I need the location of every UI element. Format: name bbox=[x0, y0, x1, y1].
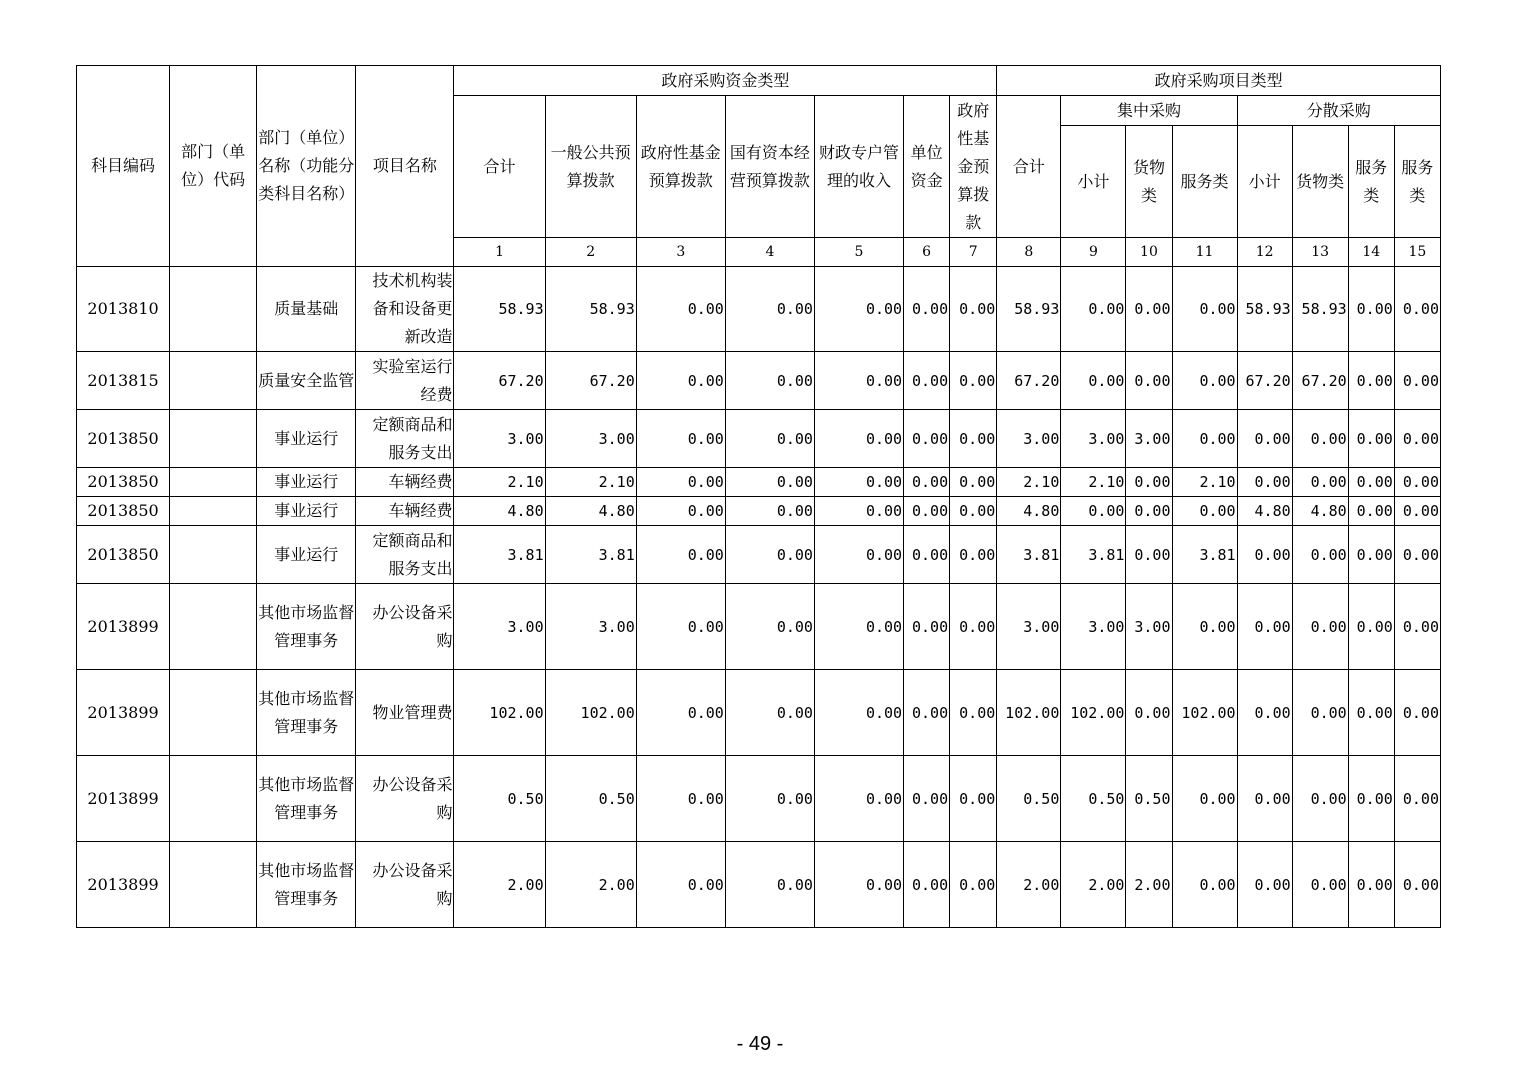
value-cell: 0.00 bbox=[814, 352, 903, 410]
value-cell: 2.10 bbox=[997, 468, 1061, 497]
value-cell: 0.00 bbox=[1237, 584, 1292, 670]
dept-code-cell bbox=[170, 410, 257, 468]
table-header bbox=[77, 66, 1441, 267]
value-cell: 0.00 bbox=[950, 468, 997, 497]
value-cell: 0.00 bbox=[1394, 267, 1440, 352]
table-body bbox=[77, 267, 1441, 928]
header-subject-code: 科目编码 bbox=[77, 66, 170, 267]
column-number: 14 bbox=[1348, 238, 1394, 267]
subject-code-cell: 2013850 bbox=[77, 526, 170, 584]
value-cell: 0.00 bbox=[1348, 468, 1394, 497]
value-cell: 0.00 bbox=[904, 352, 950, 410]
header-dispersed: 分散采购 bbox=[1237, 96, 1440, 126]
column-number: 15 bbox=[1394, 238, 1440, 267]
header-fiscal-special: 财政专户管理的收入 bbox=[814, 96, 903, 238]
project-name-cell: 办公设备采购 bbox=[356, 842, 454, 928]
value-cell: 3.00 bbox=[997, 584, 1061, 670]
dept-name-cell: 质量基础 bbox=[257, 267, 356, 352]
value-cell: 67.20 bbox=[545, 352, 636, 410]
value-cell: 0.00 bbox=[814, 497, 903, 526]
dept-name-cell: 其他市场监督管理事务 bbox=[257, 756, 356, 842]
header-gov-fund-2: 政府性基金预算拨款 bbox=[950, 96, 997, 238]
value-cell: 0.00 bbox=[725, 756, 814, 842]
dept-code-cell bbox=[170, 267, 257, 352]
subject-code-cell: 2013850 bbox=[77, 410, 170, 468]
value-cell: 2.00 bbox=[1061, 842, 1126, 928]
header-unit-fund: 单位资金 bbox=[904, 96, 950, 238]
value-cell: 0.00 bbox=[904, 584, 950, 670]
column-number: 12 bbox=[1237, 238, 1292, 267]
value-cell: 2.10 bbox=[545, 468, 636, 497]
value-cell: 4.80 bbox=[545, 497, 636, 526]
header-state-capital: 国有资本经营预算拨款 bbox=[725, 96, 814, 238]
header-project-type-group: 政府采购项目类型 bbox=[997, 66, 1441, 96]
value-cell: 58.93 bbox=[1237, 267, 1292, 352]
value-cell: 0.00 bbox=[950, 842, 997, 928]
value-cell: 0.00 bbox=[636, 670, 725, 756]
value-cell: 3.00 bbox=[1126, 410, 1172, 468]
value-cell: 102.00 bbox=[545, 670, 636, 756]
header-centralized: 集中采购 bbox=[1061, 96, 1237, 126]
value-cell: 3.00 bbox=[454, 584, 545, 670]
project-name-cell: 技术机构装备和设备更新改造 bbox=[356, 267, 454, 352]
value-cell: 0.00 bbox=[1348, 352, 1394, 410]
value-cell: 4.80 bbox=[1237, 497, 1292, 526]
value-cell: 0.00 bbox=[1394, 584, 1440, 670]
subject-code-cell: 2013815 bbox=[77, 352, 170, 410]
header-dispersed-goods: 货物类 bbox=[1292, 126, 1348, 238]
value-cell: 0.00 bbox=[1061, 497, 1126, 526]
value-cell: 0.00 bbox=[1348, 670, 1394, 756]
value-cell: 0.00 bbox=[1394, 670, 1440, 756]
column-number: 10 bbox=[1126, 238, 1172, 267]
value-cell: 0.00 bbox=[636, 842, 725, 928]
value-cell: 102.00 bbox=[1061, 670, 1126, 756]
value-cell: 0.00 bbox=[1292, 410, 1348, 468]
value-cell: 2.00 bbox=[454, 842, 545, 928]
subject-code-cell: 2013899 bbox=[77, 756, 170, 842]
value-cell: 0.00 bbox=[725, 267, 814, 352]
value-cell: 0.00 bbox=[725, 352, 814, 410]
value-cell: 0.00 bbox=[1126, 352, 1172, 410]
value-cell: 0.00 bbox=[1348, 267, 1394, 352]
value-cell: 67.20 bbox=[454, 352, 545, 410]
value-cell: 0.00 bbox=[1126, 468, 1172, 497]
value-cell: 0.00 bbox=[1292, 468, 1348, 497]
value-cell: 0.00 bbox=[636, 468, 725, 497]
value-cell: 0.00 bbox=[1348, 756, 1394, 842]
value-cell: 67.20 bbox=[1237, 352, 1292, 410]
value-cell: 0.00 bbox=[950, 352, 997, 410]
header-central-goods: 货物类 bbox=[1126, 126, 1172, 238]
value-cell: 58.93 bbox=[454, 267, 545, 352]
value-cell: 2.10 bbox=[1172, 468, 1237, 497]
value-cell: 0.00 bbox=[1292, 584, 1348, 670]
value-cell: 0.00 bbox=[904, 267, 950, 352]
subject-code-cell: 2013899 bbox=[77, 670, 170, 756]
value-cell: 0.00 bbox=[1394, 842, 1440, 928]
header-central-subtotal: 小计 bbox=[1061, 126, 1126, 238]
header-dept-name: 部门（单位）名称（功能分类科目名称） bbox=[257, 66, 356, 267]
value-cell: 3.81 bbox=[1061, 526, 1126, 584]
table-row bbox=[77, 267, 1441, 352]
value-cell: 0.00 bbox=[636, 352, 725, 410]
column-number: 6 bbox=[904, 238, 950, 267]
value-cell: 0.00 bbox=[725, 842, 814, 928]
project-name-cell: 办公设备采购 bbox=[356, 584, 454, 670]
dept-code-cell bbox=[170, 468, 257, 497]
header-fund-total: 合计 bbox=[454, 96, 545, 238]
value-cell: 0.00 bbox=[1172, 584, 1237, 670]
value-cell: 58.93 bbox=[545, 267, 636, 352]
value-cell: 0.00 bbox=[1172, 267, 1237, 352]
value-cell: 4.80 bbox=[454, 497, 545, 526]
header-dept-code: 部门（单位）代码 bbox=[170, 66, 257, 267]
value-cell: 0.00 bbox=[1237, 756, 1292, 842]
value-cell: 0.00 bbox=[1394, 410, 1440, 468]
subject-code-cell: 2013850 bbox=[77, 468, 170, 497]
value-cell: 0.00 bbox=[1394, 756, 1440, 842]
project-name-cell: 物业管理费 bbox=[356, 670, 454, 756]
table-row bbox=[77, 756, 1441, 842]
value-cell: 0.00 bbox=[1348, 526, 1394, 584]
column-number: 3 bbox=[636, 238, 725, 267]
value-cell: 0.00 bbox=[1292, 670, 1348, 756]
value-cell: 0.00 bbox=[636, 410, 725, 468]
dept-name-cell: 事业运行 bbox=[257, 497, 356, 526]
value-cell: 0.00 bbox=[725, 584, 814, 670]
project-name-cell: 定额商品和服务支出 bbox=[356, 526, 454, 584]
procurement-table bbox=[76, 65, 1441, 928]
value-cell: 0.00 bbox=[1394, 497, 1440, 526]
value-cell: 0.00 bbox=[725, 468, 814, 497]
table-row bbox=[77, 352, 1441, 410]
value-cell: 67.20 bbox=[1292, 352, 1348, 410]
value-cell: 2.00 bbox=[1126, 842, 1172, 928]
value-cell: 102.00 bbox=[454, 670, 545, 756]
header-general-budget: 一般公共预算拨款 bbox=[545, 96, 636, 238]
dept-code-cell bbox=[170, 497, 257, 526]
column-number: 1 bbox=[454, 238, 545, 267]
value-cell: 0.50 bbox=[997, 756, 1061, 842]
value-cell: 0.00 bbox=[814, 584, 903, 670]
value-cell: 0.00 bbox=[636, 756, 725, 842]
value-cell: 0.00 bbox=[814, 842, 903, 928]
dept-name-cell: 质量安全监管 bbox=[257, 352, 356, 410]
value-cell: 0.00 bbox=[1237, 842, 1292, 928]
dept-code-cell bbox=[170, 352, 257, 410]
project-name-cell: 定额商品和服务支出 bbox=[356, 410, 454, 468]
dept-code-cell bbox=[170, 756, 257, 842]
value-cell: 2.00 bbox=[545, 842, 636, 928]
value-cell: 3.81 bbox=[545, 526, 636, 584]
column-number: 11 bbox=[1172, 238, 1237, 267]
table-row bbox=[77, 410, 1441, 468]
dept-name-cell: 事业运行 bbox=[257, 526, 356, 584]
header-project-name: 项目名称 bbox=[356, 66, 454, 267]
value-cell: 0.00 bbox=[1237, 410, 1292, 468]
value-cell: 0.00 bbox=[814, 468, 903, 497]
value-cell: 0.00 bbox=[1394, 468, 1440, 497]
value-cell: 0.00 bbox=[1126, 267, 1172, 352]
value-cell: 0.00 bbox=[1172, 842, 1237, 928]
header-dispersed-subtotal: 小计 bbox=[1237, 126, 1292, 238]
subject-code-cell: 2013899 bbox=[77, 842, 170, 928]
dept-code-cell bbox=[170, 584, 257, 670]
value-cell: 0.00 bbox=[636, 584, 725, 670]
value-cell: 3.00 bbox=[997, 410, 1061, 468]
value-cell: 0.00 bbox=[725, 497, 814, 526]
value-cell: 102.00 bbox=[997, 670, 1061, 756]
value-cell: 0.00 bbox=[636, 526, 725, 584]
value-cell: 0.00 bbox=[814, 267, 903, 352]
value-cell: 0.00 bbox=[1237, 670, 1292, 756]
value-cell: 0.00 bbox=[1394, 352, 1440, 410]
value-cell: 0.00 bbox=[950, 526, 997, 584]
value-cell: 0.00 bbox=[904, 756, 950, 842]
column-number: 13 bbox=[1292, 238, 1348, 267]
table-row bbox=[77, 526, 1441, 584]
value-cell: 0.00 bbox=[904, 842, 950, 928]
column-number: 2 bbox=[545, 238, 636, 267]
column-number: 5 bbox=[814, 238, 903, 267]
value-cell: 3.81 bbox=[997, 526, 1061, 584]
dept-code-cell bbox=[170, 842, 257, 928]
value-cell: 0.00 bbox=[1126, 526, 1172, 584]
value-cell: 0.00 bbox=[904, 410, 950, 468]
value-cell: 0.00 bbox=[1061, 352, 1126, 410]
dept-code-cell bbox=[170, 670, 257, 756]
subject-code-cell: 2013850 bbox=[77, 497, 170, 526]
column-number: 9 bbox=[1061, 238, 1126, 267]
value-cell: 102.00 bbox=[1172, 670, 1237, 756]
value-cell: 2.10 bbox=[1061, 468, 1126, 497]
table-row bbox=[77, 497, 1441, 526]
value-cell: 0.00 bbox=[814, 670, 903, 756]
value-cell: 0.00 bbox=[1292, 756, 1348, 842]
subject-code-cell: 2013810 bbox=[77, 267, 170, 352]
value-cell: 0.00 bbox=[636, 267, 725, 352]
table-row bbox=[77, 670, 1441, 756]
value-cell: 0.00 bbox=[950, 584, 997, 670]
value-cell: 58.93 bbox=[1292, 267, 1348, 352]
column-number: 8 bbox=[997, 238, 1061, 267]
column-number: 7 bbox=[950, 238, 997, 267]
value-cell: 3.00 bbox=[1061, 410, 1126, 468]
header-fund-type-group: 政府采购资金类型 bbox=[454, 66, 997, 96]
value-cell: 3.00 bbox=[545, 584, 636, 670]
value-cell: 0.00 bbox=[1172, 410, 1237, 468]
value-cell: 0.00 bbox=[1237, 468, 1292, 497]
value-cell: 0.00 bbox=[1292, 842, 1348, 928]
dept-name-cell: 其他市场监督管理事务 bbox=[257, 584, 356, 670]
value-cell: 3.81 bbox=[1172, 526, 1237, 584]
value-cell: 0.00 bbox=[1126, 670, 1172, 756]
value-cell: 0.00 bbox=[904, 497, 950, 526]
value-cell: 0.00 bbox=[1348, 497, 1394, 526]
value-cell: 0.00 bbox=[950, 410, 997, 468]
table-row bbox=[77, 842, 1441, 928]
value-cell: 0.00 bbox=[1061, 267, 1126, 352]
header-central-services: 服务类 bbox=[1172, 126, 1237, 238]
value-cell: 0.00 bbox=[904, 468, 950, 497]
value-cell: 0.00 bbox=[814, 410, 903, 468]
value-cell: 0.00 bbox=[1172, 756, 1237, 842]
project-name-cell: 实验室运行经费 bbox=[356, 352, 454, 410]
value-cell: 3.81 bbox=[454, 526, 545, 584]
value-cell: 0.50 bbox=[545, 756, 636, 842]
header-dispersed-services: 服务类 bbox=[1348, 126, 1394, 238]
value-cell: 0.00 bbox=[950, 756, 997, 842]
value-cell: 0.00 bbox=[725, 670, 814, 756]
table-row bbox=[77, 584, 1441, 670]
dept-name-cell: 其他市场监督管理事务 bbox=[257, 842, 356, 928]
value-cell: 0.00 bbox=[814, 756, 903, 842]
value-cell: 0.00 bbox=[950, 670, 997, 756]
column-number: 4 bbox=[725, 238, 814, 267]
value-cell: 0.00 bbox=[904, 670, 950, 756]
value-cell: 0.00 bbox=[725, 526, 814, 584]
value-cell: 0.50 bbox=[1061, 756, 1126, 842]
value-cell: 3.00 bbox=[1061, 584, 1126, 670]
dept-name-cell: 其他市场监督管理事务 bbox=[257, 670, 356, 756]
header-dispersed-services-2: 服务类 bbox=[1394, 126, 1440, 238]
dept-name-cell: 事业运行 bbox=[257, 410, 356, 468]
value-cell: 0.00 bbox=[1348, 410, 1394, 468]
value-cell: 0.00 bbox=[950, 267, 997, 352]
value-cell: 0.00 bbox=[1348, 584, 1394, 670]
subject-code-cell: 2013899 bbox=[77, 584, 170, 670]
value-cell: 3.00 bbox=[1126, 584, 1172, 670]
value-cell: 3.00 bbox=[454, 410, 545, 468]
project-name-cell: 办公设备采购 bbox=[356, 756, 454, 842]
value-cell: 0.50 bbox=[454, 756, 545, 842]
value-cell: 4.80 bbox=[1292, 497, 1348, 526]
value-cell: 0.50 bbox=[1126, 756, 1172, 842]
value-cell: 0.00 bbox=[904, 526, 950, 584]
value-cell: 0.00 bbox=[1348, 842, 1394, 928]
value-cell: 0.00 bbox=[1292, 526, 1348, 584]
value-cell: 0.00 bbox=[1237, 526, 1292, 584]
value-cell: 0.00 bbox=[636, 497, 725, 526]
project-name-cell: 车辆经费 bbox=[356, 468, 454, 497]
value-cell: 2.00 bbox=[997, 842, 1061, 928]
header-gov-fund: 政府性基金预算拨款 bbox=[636, 96, 725, 238]
project-name-cell: 车辆经费 bbox=[356, 497, 454, 526]
value-cell: 67.20 bbox=[997, 352, 1061, 410]
value-cell: 3.00 bbox=[545, 410, 636, 468]
value-cell: 0.00 bbox=[950, 497, 997, 526]
value-cell: 0.00 bbox=[1126, 497, 1172, 526]
value-cell: 58.93 bbox=[997, 267, 1061, 352]
dept-code-cell bbox=[170, 526, 257, 584]
value-cell: 0.00 bbox=[1172, 352, 1237, 410]
value-cell: 0.00 bbox=[725, 410, 814, 468]
value-cell: 2.10 bbox=[454, 468, 545, 497]
table-row bbox=[77, 468, 1441, 497]
dept-name-cell: 事业运行 bbox=[257, 468, 356, 497]
value-cell: 0.00 bbox=[1172, 497, 1237, 526]
value-cell: 4.80 bbox=[997, 497, 1061, 526]
value-cell: 0.00 bbox=[1394, 526, 1440, 584]
page-number: - 49 - bbox=[736, 1033, 784, 1055]
value-cell: 0.00 bbox=[814, 526, 903, 584]
header-proj-total: 合计 bbox=[997, 96, 1061, 238]
